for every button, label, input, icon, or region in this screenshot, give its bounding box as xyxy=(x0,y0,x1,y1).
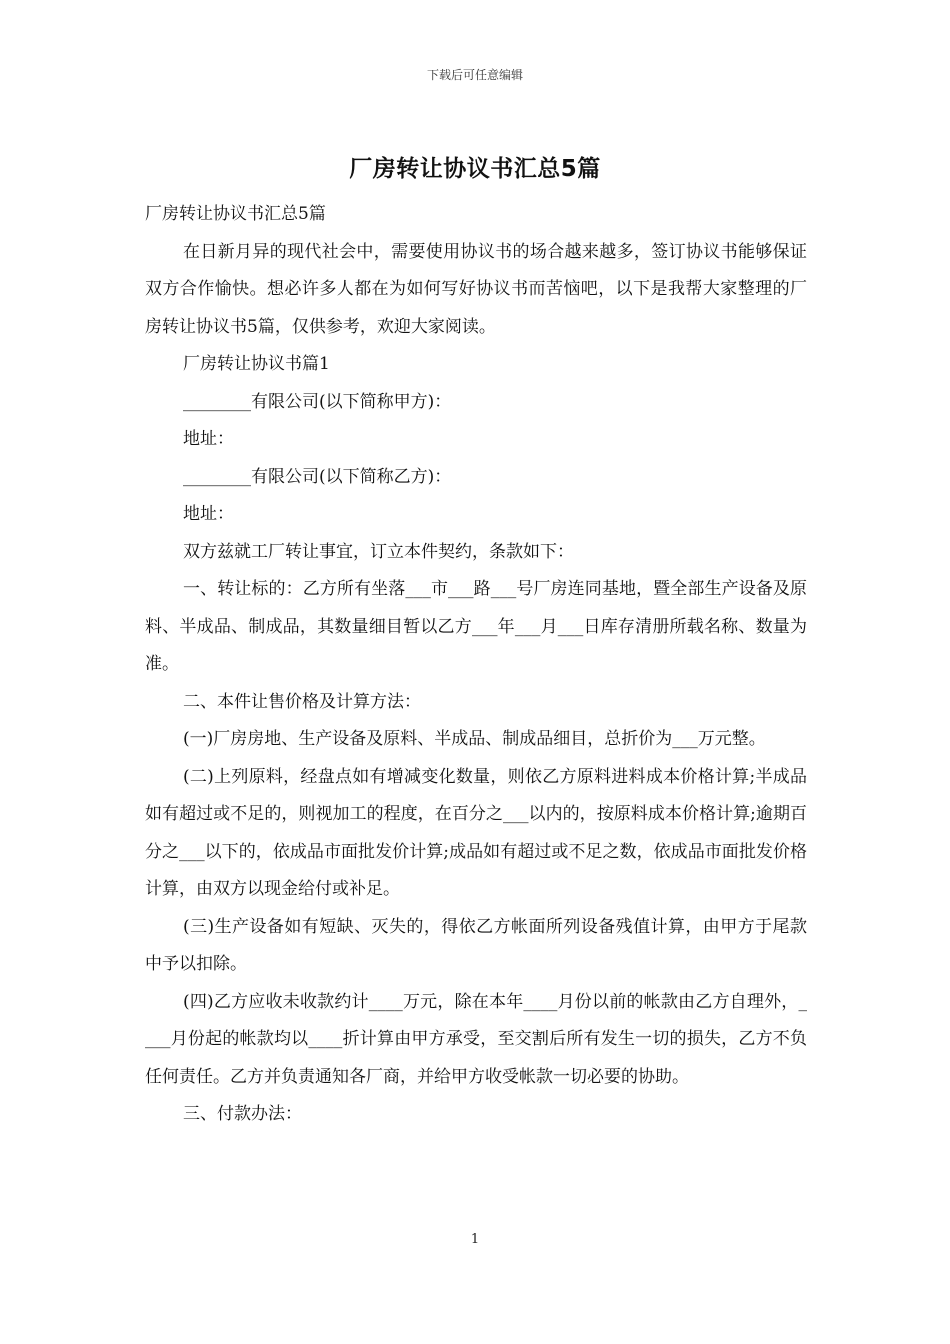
section-heading: 厂房转让协议书篇1 xyxy=(183,354,330,374)
subtitle-paragraph: 厂房转让协议书汇总5篇 xyxy=(145,204,326,224)
clause-3-heading: 三、付款办法： xyxy=(183,1104,302,1124)
clause-2-item-4: (四)乙方应收未收款约计____万元，除在本年____月份以前的帐款由乙方自理外，____月份起的帐款均以____折计算由甲方承受，至交割后所有发生一切的损失，乙方不负任何责任。乙方并负责通知各厂商，并给甲方收受帐款一切必要的协助。 xyxy=(145,991,807,1087)
intro-paragraph: 在日新月异的现代社会中，需要使用协议书的场合越来越多，签订协议书能够保证双方合作愉快。想必许多人都在为如何写好协议书而苦恼吧，以下是我帮大家整理的厂房转让协议书5篇，仅供参考，欢迎大家阅读。 xyxy=(145,241,807,337)
page-number: 1 xyxy=(470,1232,480,1247)
clause-2-item-1: (一)厂房房地、生产设备及原料、半成品、制成品细目，总折价为___万元整。 xyxy=(183,729,766,749)
document-title: 厂房转让协议书汇总5篇 xyxy=(349,156,601,182)
party-a-address: 地址： xyxy=(183,429,234,449)
clause-1: 一、转让标的：乙方所有坐落___市___路___号厂房连同基地，暨全部生产设备及原料、半成品、制成品，其数量细目暂以乙方___年___月___日库存清册所载名称、数量为准。 xyxy=(145,579,807,674)
clause-2-item-3: (三)生产设备如有短缺、灭失的，得依乙方帐面所列设备残值计算，由甲方于尾款中予以扣除。 xyxy=(145,916,807,974)
document-body xyxy=(145,196,807,1134)
clause-2-heading: 二、本件让售价格及计算方法： xyxy=(183,691,421,712)
party-b-address: 地址： xyxy=(183,504,234,524)
party-b-line: ________有限公司(以下简称乙方)： xyxy=(183,466,452,487)
header-note: 下载后可任意编辑 xyxy=(426,68,523,82)
clause-2-item-2: (二)上列原料，经盘点如有增减变化数量，则依乙方原料进料成本价格计算;半成品如有超过或不足的，则视加工的程度，在百分之___以内的，按原料成本价格计算;逾期百分之___以下的，依成品市面批发价计算;成品如有超过或不足之数，依成品市面批发价格计算，由双方以现金给付或补足。 xyxy=(145,766,807,899)
preamble-paragraph: 双方兹就工厂转让事宜，订立本件契约，条款如下： xyxy=(183,541,574,562)
party-a-line: ________有限公司(以下简称甲方)： xyxy=(183,391,452,412)
